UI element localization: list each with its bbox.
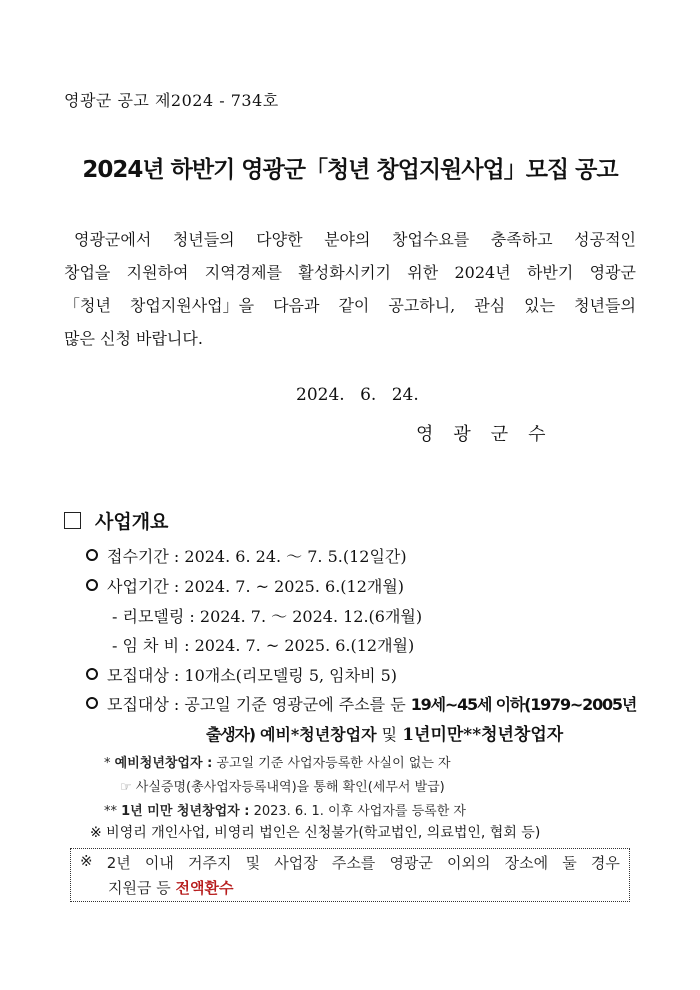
word: 청년들의 <box>172 230 235 249</box>
word: 충족하고 <box>490 230 553 249</box>
word: ※ <box>80 852 93 870</box>
section-heading <box>64 507 168 534</box>
note-text: 사실증명(총사업자등록내역)을 통해 확인(세무서 발급) <box>135 780 445 795</box>
word: 위한 <box>407 263 439 282</box>
word: 영광군 <box>389 854 433 872</box>
word: 분야의 <box>324 230 371 249</box>
intro-line <box>64 289 636 322</box>
word: 및 <box>245 854 261 872</box>
sub-item-label: 임 차 비 <box>122 636 180 655</box>
item-value: 2024. 6. 24. ～ 7. 5.(12일간) <box>184 547 407 566</box>
word: 둘 <box>562 854 577 872</box>
word: 창업수요를 <box>391 230 470 249</box>
sub-item-rent: - 임 차 비 : 2024. 7. ~ 2025. 6.(12개월) <box>112 636 415 655</box>
birth-text: 출생자) <box>206 725 255 744</box>
section-heading-text: 사업개요 <box>95 511 169 533</box>
item-label: 모집대상 <box>107 695 169 714</box>
intro-paragraph <box>64 223 636 355</box>
intro-line <box>64 223 636 256</box>
new-founder-term: 1년미만**청년창업자 <box>402 725 564 745</box>
asterisk-bullet: * <box>104 756 111 771</box>
item-application-period: 접수기간 : 2024. 6. 24. ～ 7. 5.(12일간) <box>86 544 407 567</box>
circle-bullet-icon <box>86 697 98 709</box>
word: 이외의 <box>447 854 491 872</box>
word: 거주지 <box>187 854 232 872</box>
circle-bullet-icon <box>86 579 98 591</box>
conjunction: 및 <box>381 725 398 744</box>
word: 지원하여 <box>126 263 189 282</box>
circle-bullet-icon <box>86 549 98 561</box>
word: 창업을 <box>64 263 111 282</box>
pointing-hand-icon: ☞ <box>120 780 132 795</box>
item-label: 사업기간 <box>107 577 169 596</box>
page-title: 2024년 하반기 영광군「청년 창업지원사업」모집 공고 <box>82 157 618 183</box>
note-label: 예비청년창업자 : <box>114 756 213 771</box>
sub-item-label: 리모델링 <box>122 607 185 626</box>
word: 2024년 <box>454 263 511 282</box>
note-label: 1년 미만 청년창업자 : <box>121 804 250 819</box>
intro-line <box>64 256 636 289</box>
word: 하반기 <box>526 263 574 282</box>
item-value: 공고일 기준 영광군에 주소를 둔 <box>184 695 411 714</box>
note-text: 2023. 6. 1. 이후 사업자를 등록한 자 <box>253 804 466 819</box>
notice-number: 영광군 공고 제2024 - 734호 <box>64 91 279 110</box>
word: 다양한 <box>256 230 303 249</box>
warning-text: 지원금 등 <box>108 879 176 897</box>
word: 장소에 <box>504 854 549 872</box>
warning-line-1 <box>80 852 620 873</box>
item-label: 모집대상 <box>107 666 169 685</box>
note-proof <box>120 776 445 795</box>
item-label: 접수기간 <box>107 547 169 566</box>
note-new-founder <box>104 800 466 819</box>
circle-bullet-icon <box>86 668 98 680</box>
note-pre-founder <box>104 752 451 771</box>
issuer: 영광군수 <box>416 424 566 445</box>
word: 지역경제를 <box>204 263 283 282</box>
word: 같이 <box>338 296 370 315</box>
sub-item-value: 2024. 7. ～ 2024. 12.(6개월) <box>199 607 423 626</box>
item-target-detail: 모집대상 : 공고일 기준 영광군에 주소를 둔 19세~45세 이하(1979~2005년 <box>86 692 636 715</box>
note-text: 공고일 기준 사업자등록한 사실이 없는 자 <box>216 756 451 771</box>
word: 경우 <box>590 854 620 872</box>
intro-line: 많은 신청 바랍니다. <box>64 329 203 348</box>
item-value: 10개소(리모델링 5, 임차비 5) <box>184 666 398 685</box>
pre-founder-term: 예비*청년창업자 <box>259 725 377 744</box>
word: 성공적인 <box>574 230 636 249</box>
sub-item-remodeling: - 리모델링 : 2024. 7. ～ 2024. 12.(6개월) <box>112 607 423 626</box>
asterisk-bullet: ** <box>104 804 117 819</box>
sub-item-value: 2024. 7. ~ 2025. 6.(12개월) <box>194 636 415 655</box>
word: 창업지원사업」을 <box>129 296 255 315</box>
item-target-count: 모집대상 : 10개소(리모델링 5, 임차비 5) <box>86 663 397 686</box>
warning-line-2 <box>108 877 233 898</box>
announcement-date: 2024. 6. 24. <box>296 385 419 405</box>
item-project-period: 사업기간 : 2024. 7. ~ 2025. 6.(12개월) <box>86 574 404 597</box>
word: 있는 <box>524 296 556 315</box>
word: 영광군 <box>589 263 636 282</box>
word: 영광군에서 <box>74 230 152 249</box>
word: 공고하니, <box>388 296 456 315</box>
item-target-detail-cont <box>206 720 563 745</box>
word: 활성화시키기 <box>298 263 392 282</box>
warning-highlight: 전액환수 <box>175 879 234 897</box>
word: 주소를 <box>331 854 376 872</box>
item-value: 2024. 7. ~ 2025. 6.(12개월) <box>184 577 405 596</box>
word: 이내 <box>144 854 174 872</box>
word: 2년 <box>106 854 131 872</box>
exclusion-note: ※ 비영리 개인사업, 비영리 법인은 신청불가(학교법인, 의료법인, 협회 등) <box>90 825 541 841</box>
word: 관심 <box>474 296 506 315</box>
age-range: 19세~45세 이하(1979~2005년 <box>410 695 637 714</box>
checkbox-square-icon <box>64 512 81 529</box>
word: 다음과 <box>273 296 320 315</box>
word: 사업장 <box>274 854 318 872</box>
word: 「청년 <box>64 296 111 315</box>
word: 청년들의 <box>574 296 636 315</box>
